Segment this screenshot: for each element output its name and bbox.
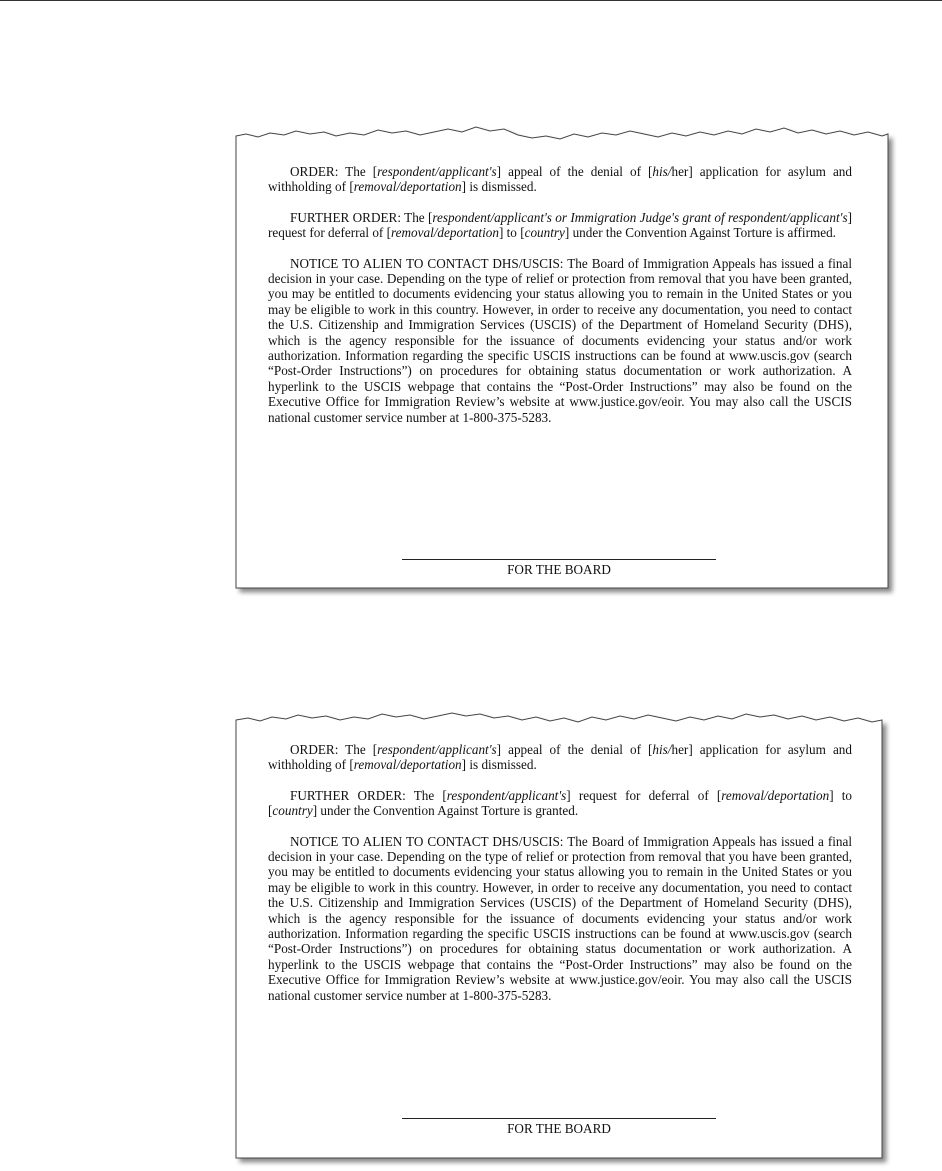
further-order-paragraph: FURTHER ORDER: The [respondent/applicant's] request for deferral of [removal/deportation] to [country] under the Convention Against Torture is granted. [268,787,852,819]
signature-block [402,559,716,578]
signature-caption: FOR THE BOARD [507,1121,611,1136]
excerpt-sheet-affirmed [236,126,888,588]
notice-paragraph: NOTICE TO ALIEN TO CONTACT DHS/USCIS: The Board of Immigration Appeals has issued a final decision in your case. Depending on the type of relief or protection from removal that you have been granted, you may be entitled to documents evidencing your status allowing you to remain in the United States or you may be eligible to work in this country. However, in order to receive any documentation, you need to contact the U.S. Citizenship and Immigration Services (USCIS) of the Department of Homeland Security (DHS), which is the agency responsible for the issuance of documents evidencing your status and/or work authorization. Information regarding the specific USCIS instructions can be found at www.uscis.gov (search “Post-Order Instructions”) on procedures for obtaining status documentation or work authorization. A hyperlink to the USCIS webpage that contains the “Post-Order Instructions” may also be found on the Executive Office for Immigration Review’s website at www.justice.gov/eoir. You may also call the USCIS national customer service number at 1-800-375-5283. [268,833,852,1003]
signature-caption: FOR THE BOARD [507,562,611,577]
signature-block [402,1118,716,1137]
excerpt-text [268,164,852,440]
order-paragraph: ORDER: The [respondent/applicant's] appeal of the denial of [his/her] application for asylum and withholding of [removal/deportation] is dismissed. [268,164,852,195]
page-top-rule [0,0,942,1]
excerpt-text [268,742,852,1018]
notice-paragraph: NOTICE TO ALIEN TO CONTACT DHS/USCIS: The Board of Immigration Appeals has issued a final decision in your case. Depending on the type of relief or protection from removal that you have been granted, you may be entitled to documents evidencing your status allowing you to remain in the United States or you may be eligible to work in this country. However, in order to receive any documentation, you need to contact the U.S. Citizenship and Immigration Services (USCIS) of the Department of Homeland Security (DHS), which is the agency responsible for the issuance of documents evidencing your status and/or work authorization. Information regarding the specific USCIS instructions can be found at www.uscis.gov (search “Post-Order Instructions”) on procedures for obtaining status documentation or work authorization. A hyperlink to the USCIS webpage that contains the “Post-Order Instructions” may also be found on the Executive Office for Immigration Review’s website at www.justice.gov/eoir. You may also call the USCIS national customer service number at 1-800-375-5283. [268,255,852,425]
order-paragraph: ORDER: The [respondent/applicant's] appeal of the denial of [his/her] application for asylum and withholding of [removal/deportation] is dismissed. [268,742,852,773]
excerpt-sheet-granted [236,712,882,1158]
further-order-paragraph: FURTHER ORDER: The [respondent/applicant's or Immigration Judge's grant of respondent/applicant's] request for deferral of [removal/deportation] to [country] under the Convention Against Torture is affirmed. [268,209,852,241]
